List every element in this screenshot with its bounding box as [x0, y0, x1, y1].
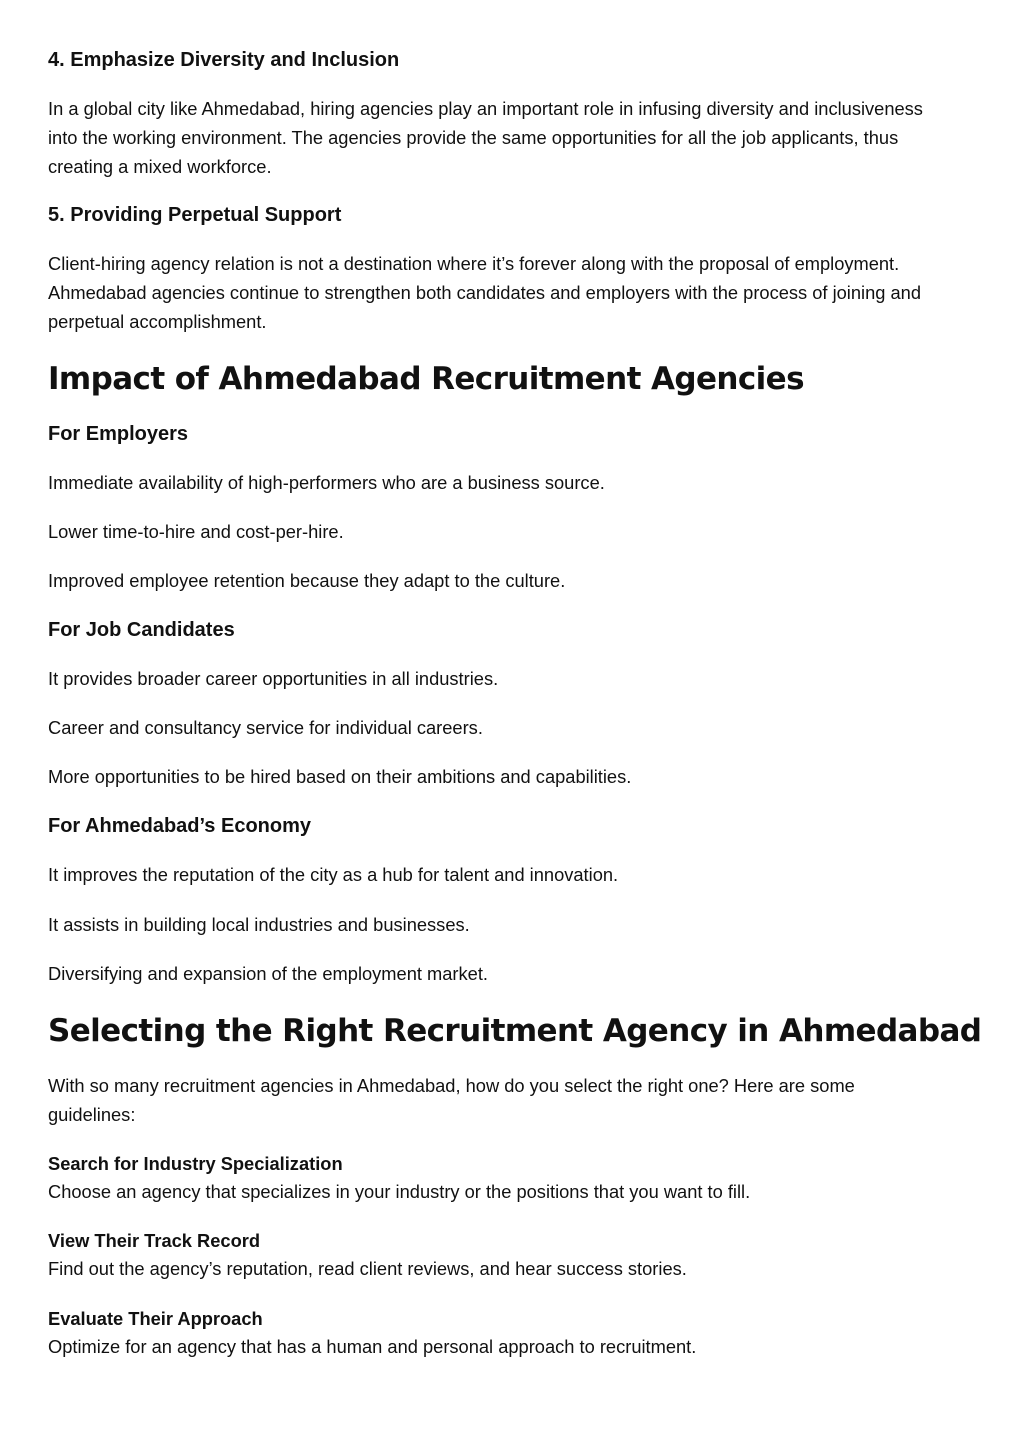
diversity-line: creating a mixed workforce. [48, 155, 272, 177]
support-line: Client-hiring agency relation is not a destination where it’s forever along with the proposal of employment. [48, 253, 900, 274]
selecting-intro-line: guidelines: [48, 1103, 136, 1125]
diversity-line: In a global city like Ahmedabad, hiring agencies play an important role in infusing diversity and inclusiveness [48, 98, 923, 119]
selecting-intro-line: With so many recruitment agencies in Ahmedabad, how do you select the right one? Here are some [48, 1075, 855, 1096]
guideline-text: Choose an agency that specializes in your industry or the positions that you want to fill. [48, 1181, 751, 1202]
impact-heading: Impact of Ahmedabad Recruitment Agencies [48, 361, 804, 397]
diversity-line: into the working environment. The agencies provide the same opportunities for all the job applicants, thus [48, 126, 899, 148]
candidates-item: It provides broader career opportunities in all industries. [48, 668, 499, 689]
employers-item: Improved employee retention because they adapt to the culture. [48, 570, 566, 591]
support-heading: 5. Providing Perpetual Support [48, 204, 342, 226]
support-paragraph [48, 250, 978, 336]
diversity-paragraph [48, 95, 978, 181]
employers-item: Lower time-to-hire and cost-per-hire. [48, 521, 344, 542]
employers-heading: For Employers [48, 423, 189, 445]
selecting-intro [48, 1072, 978, 1130]
selecting-heading: Selecting the Right Recruitment Agency in Ahmedabad [48, 1013, 982, 1049]
economy-item: It improves the reputation of the city as a hub for talent and innovation. [48, 864, 619, 885]
guideline-text: Optimize for an agency that has a human and personal approach to recruitment. [48, 1336, 697, 1357]
guideline-title: View Their Track Record [48, 1230, 261, 1251]
economy-heading: For Ahmedabad’s Economy [48, 815, 312, 837]
guideline-title: Search for Industry Specialization [48, 1153, 343, 1174]
candidates-item: More opportunities to be hired based on their ambitions and capabilities. [48, 766, 632, 787]
employers-item: Immediate availability of high-performers who are a business source. [48, 472, 605, 493]
guideline-text: Find out the agency’s reputation, read client reviews, and hear success stories. [48, 1258, 687, 1279]
economy-item: Diversifying and expansion of the employment market. [48, 963, 488, 984]
diversity-heading: 4. Emphasize Diversity and Inclusion [48, 49, 400, 71]
support-line: Ahmedabad agencies continue to strengthen both candidates and employers with the process of joining and [48, 281, 922, 303]
guideline-title: Evaluate Their Approach [48, 1308, 263, 1329]
economy-item: It assists in building local industries and businesses. [48, 914, 470, 935]
candidates-heading: For Job Candidates [48, 619, 235, 641]
candidates-item: Career and consultancy service for individual careers. [48, 717, 483, 738]
support-line: perpetual accomplishment. [48, 310, 267, 332]
